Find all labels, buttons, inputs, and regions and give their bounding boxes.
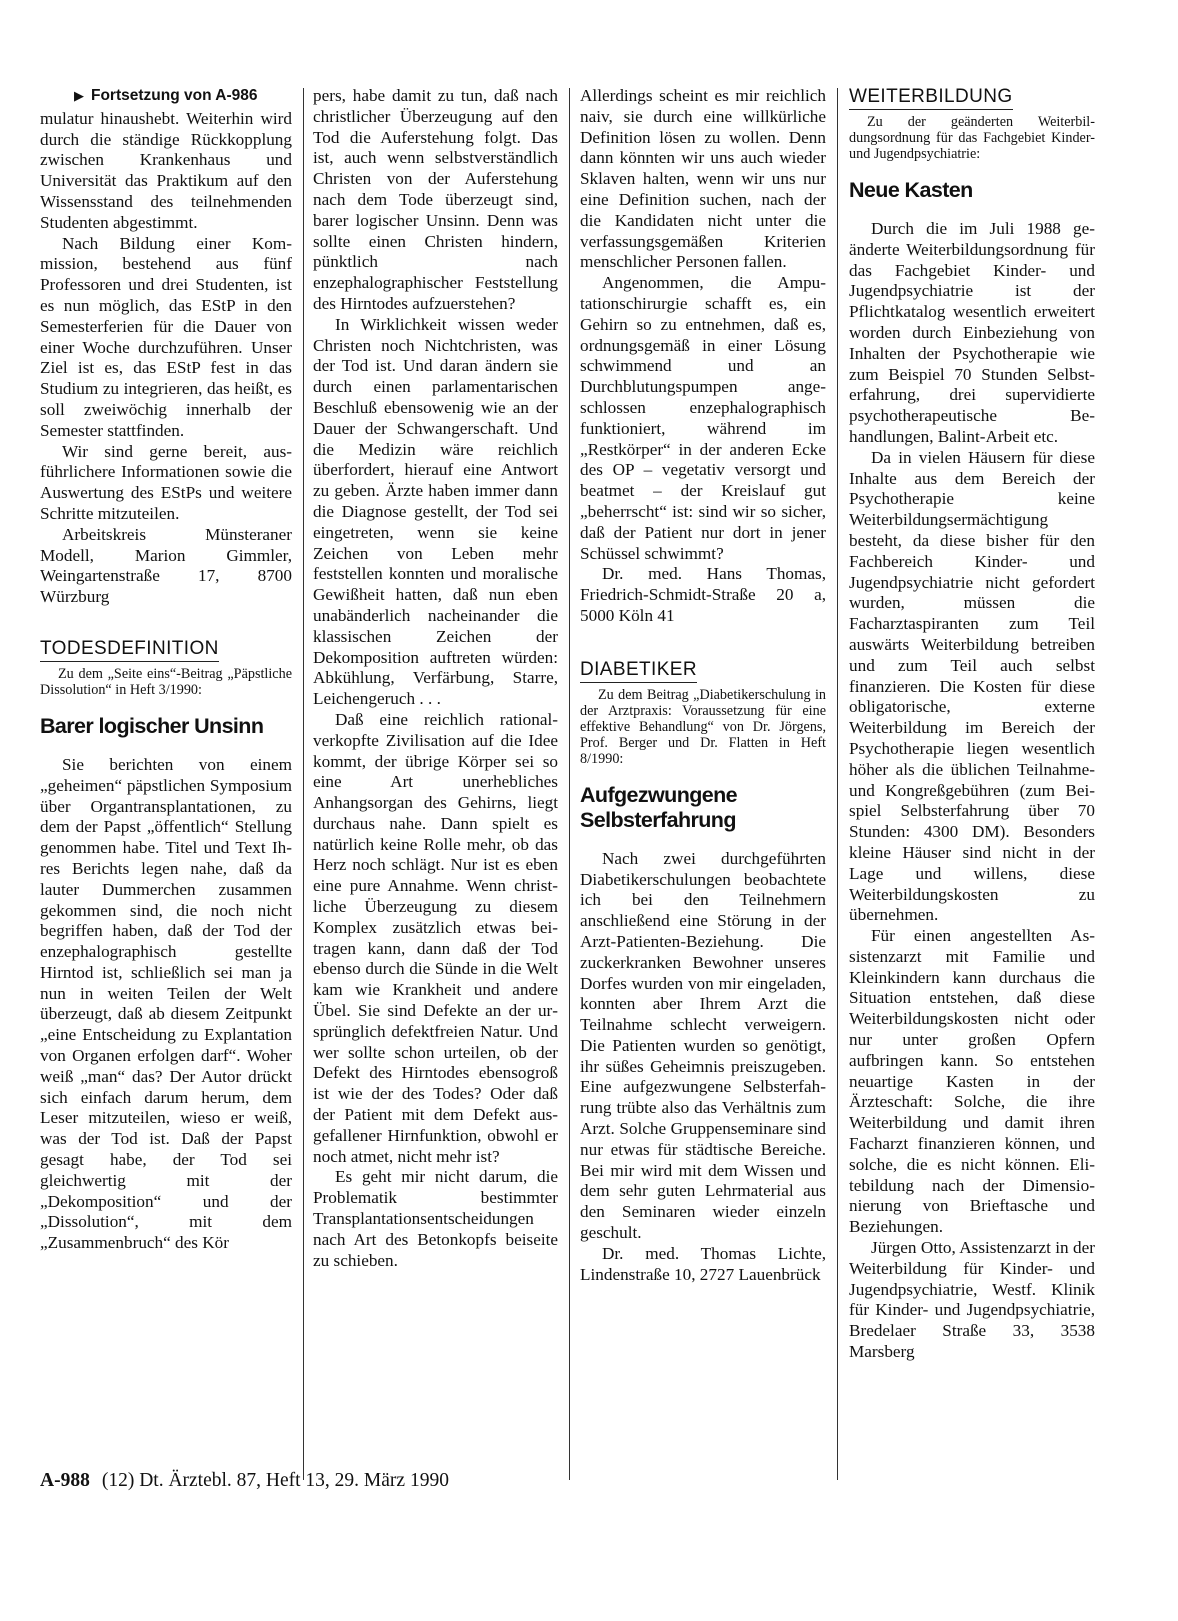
column-2	[313, 86, 558, 1271]
column-1	[40, 86, 292, 1254]
article-reference: Zu der geänderten Weiterbildungsordnung für das Fachgebiet Kinder- und Jugendpsychiatrie:	[849, 114, 1095, 162]
page-footer	[40, 1470, 449, 1492]
triangle-right-icon: ▶	[74, 88, 84, 103]
signature: Dr. med. Thomas Lichte, Lindenstraße 10, 2727 Lauenbrück	[580, 1243, 826, 1284]
section-heading: DIABETIKER	[580, 659, 697, 683]
paragraph: Wir sind gerne bereit, ausführlichere Informationen sowie die Auswertung des EStPs und weitere Schritte mitzuteilen.	[40, 441, 292, 523]
column-divider	[837, 88, 838, 1480]
article-reference: Zu dem „Seite eins“-Beitrag „Päpstliche Dissolution“ in Heft 3/1990:	[40, 665, 292, 698]
signature: Arbeitskreis Münsteraner Modell, Marion Gimmler, Weingartenstraße 17, 8700 Würzburg	[40, 524, 292, 607]
paragraph: Für einen angestellten Assistenzarzt mit Familie und Kleinkindern kann durchaus die Situation entstehen, daß diese Weiterbildungskosten nicht oder nur unter großen Opfern aufbringen kann. So entstehen neuartige Kasten in der Ärzteschaft: Solche, die ihre Weiterbildung und damit ihren Facharzt finanzieren können, und solche, die es nicht können. Elitebildung nach der Dimensionierung von Brieftasche und Beziehungen.	[849, 926, 1095, 1237]
paragraph: Da in vielen Häusern für diese Inhalte aus dem Bereich der Psychotherapie keine Weiterbildungsermächtigung besteht, da diese bisher für den Fachbereich Kinder- und Jugendpsychiatrie nicht gefordert wurden, müssen die Facharztaspiranten zum Teil auswärts Weiterbildung betreiben und zum Teil auch selbst finanzieren. Die Kosten für diese obligatorische, externe Weiterbildung im Bereich der Psychotherapie liegen wesentlich höher als die üblichen Teilnahme- und Kongreßgebühren (zum Beispiel Selbsterfahrung über 70 Stunden: 4300 DM). Besonders kleine Häuser sind nicht in der Lage und willens, diese Weiterbildungskosten zu übernehmen.	[849, 447, 1095, 925]
continuation-text: Fortsetzung von A-986	[91, 87, 258, 104]
article-headline: Barer logischer Unsinn	[40, 713, 264, 738]
column-4	[849, 86, 1095, 1363]
continuation-note	[74, 86, 292, 107]
section-heading: TODESDEFINITION	[40, 638, 219, 662]
paragraph: Daß eine reichlich rational-verkopfte Zivilisation auf die Idee kommt, der übrige Körper sei so eine Art unerhebliches Anhangsorgan des Gehirns, liegt durchaus nahe. Dann spielt es natürlich keine Rolle mehr, ob das Herz noch schlägt. Nur ist es eben eine pure Annahme. Wenn christliche Überzeugung zu diesem Komplex zusätzlich etwas beitragen kann, dann daß der Tod ebenso durch die Sünde in die Welt kam wie Krankheit und andere Übel. Sie sind Defekte an der ursprünglich defektfreien Natur. Und wer sollte schon urteilen, ob der Defekt des Hirntodes ebensogroß ist wie der des Todes? Oder daß der Patient mit dem Defekt ausgefallener Hirnfunktion, obwohl er noch atmet, nicht mehr ist?	[313, 709, 558, 1166]
paragraph: Nach zwei durchgeführten Diabetikerschulungen beobachtete ich bei den Teilnehmern anschließend eine Störung in der Arzt-Patienten-Beziehung. Die zuckerkranken Bewohner unseres Dorfes wurden von mir eingeladen, konnten aber Ihrem Arzt die Teilnahme schlecht verweigern. Die Patienten wurden so genötigt, ihr süßes Geheimnis preiszugeben. Eine aufgezwungene Selbsterfahrung trübte also das Verhältnis zum Arzt. Solche Gruppenseminare sind nur etwas für städtische Bereiche. Bei mir wird mit dem Wissen und dem sehr guten Lehrmaterial aus den Seminaren wieder einzeln geschult.	[580, 848, 826, 1243]
paragraph: Angenommen, die Amputationschirurgie schafft es, ein Gehirn so zu entnehmen, daß es, ordnungsgemäß in einer Lösung schwimmend und an Durchblutungspumpen angeschlossen enzephalographisch funktioniert, während im „Restkörper“ in der anderen Ecke des OP – vegetativ versorgt und beatmet – der Kreislauf gut „beherrscht“ ist: sind wir so sicher, daß der Patient nur dort in jener Schüssel schwimmt?	[580, 273, 826, 563]
article-reference: Zu dem Beitrag „Diabetikerschulung in der Arztpraxis: Voraussetzung für eine effektive Behandlung“ von Dr. Jörgens, Prof. Berger und Dr. Flatten in Heft 8/1990:	[580, 686, 826, 767]
column-3	[580, 86, 826, 1285]
article-headline: Aufgezwungene Selbsterfahrung	[580, 782, 738, 832]
signature: Jürgen Otto, Assistenzarzt in der Weiterbildung für Kinder- und Jugendpsychiatrie, Westf. Klinik für Kinder- und Jugendpsychiatrie, Bredelaer Straße 33, 3538 Marsberg	[849, 1238, 1095, 1362]
paragraph: pers, habe damit zu tun, daß nach christlicher Überzeugung auf den Tod die Auferstehung folgt. Das ist, auch wenn selbstverständlich Christen von der Auferstehung nach dem Tode überzeugt sind, barer logischer Unsinn. Denn was sollte einen Christen hindern, pünktlich nach enzephalographischer Feststellung des Hirntodes aufzuerstehen?	[313, 86, 558, 313]
signature: Dr. med. Hans Thomas, Friedrich-Schmidt-Straße 20 a, 5000 Köln 41	[580, 564, 826, 625]
page-number: A-988	[40, 1470, 90, 1491]
paragraph: Sie berichten von einem „geheimen“ päpstlichen Symposium über Organtransplantationen, zu dem der Papst „öffentlich“ Stellung genommen habe. Titel und Text Ihres Berichts legen nahe, daß da lauter Dummerchen zusammen gekommen sind, die noch nicht begriffen haben, daß der Tod der enzephalographisch gestellte Hirntod ist, schließlich sei man ja nun in weiten Teilen der Welt überzeugt, daß ab diesem Zeitpunkt „eine Entscheidung zu Explantation von Organen erfolgen darf“. Woher weiß „man“ das? Der Autor drückt sich einfach darum herum, dem Leser mitzuteilen, wieso er weiß, was der Tod ist. Daß der Papst gesagt habe, der Tod sei gleichwertig mit der „Dekomposition“ und der „Dissolution“, mit dem „Zusammenbruch“ des Kör	[40, 754, 292, 1253]
paragraph: Nach Bildung einer Kommission, bestehend aus fünf Professoren und drei Studenten, ist es nun möglich, das EStP in den Semesterferien für die Dauer von einer Woche durchzuführen. Unser Ziel ist es, das EStP fest in das Studium zu integrieren, das heißt, es soll zweiwöchig innerhalb der Semester stattfinden.	[40, 233, 292, 440]
column-divider	[569, 88, 570, 1480]
paragraph: Es geht mir nicht darum, die Problematik bestimmter Transplantationsentscheidungen nach Art des Betonkopfs beiseite zu schieben.	[313, 1167, 558, 1270]
paragraph: Durch die im Juli 1988 geänderte Weiterbildungsordnung für das Fachgebiet Kinder- und Jugendpsychiatrie ist der Pflichtkatalog wesentlich erweitert worden durch Einbeziehung von Inhalten der Psychotherapie wie zum Beispiel 70 Stunden Selbsterfahrung, drei supervidierte psychotherapeutische Behandlungen, Balint-Arbeit etc.	[849, 219, 1095, 446]
section-heading: WEITERBILDUNG	[849, 86, 1013, 110]
paragraph: mulatur hinaushebt. Weiterhin wird durch die ständige Rückkopplung zwischen Krankenhaus und Universität das Praktikum auf den Wissensstand des teilnehmenden Studenten abgestimmt.	[40, 108, 292, 232]
journal-citation: (12) Dt. Ärztebl. 87, Heft 13, 29. März 1990	[101, 1470, 449, 1491]
paragraph: In Wirklichkeit wissen weder Christen noch Nichtchristen, was der Tod ist. Und daran ändern sie durch einen parlamentarischen Beschluß ebensowenig wie an der Dauer der Schwangerschaft. Und die Medizin wäre reichlich überfordert, hierauf eine Antwort zu geben. Ärzte haben immer dann die Diagnose gestellt, der Tod sei eingetreten, wenn sie keine Zeichen von Leben mehr feststellen konnten und moralische Gewißheit hatten, daß nun eben unabänderlich nacheinander die klassischen Zeichen der Dekomposition auftreten würden: Abkühlung, Verfärbung, Starre, Leichengeruch . . .	[313, 314, 558, 709]
column-divider	[303, 88, 304, 1480]
article-headline: Neue Kasten	[849, 178, 973, 202]
paragraph: Allerdings scheint es mir reichlich naiv, sie durch eine willkürliche Definition lösen zu wollen. Denn dann könnten wir uns auch wieder Sklaven halten, wenn wir uns nur eine Definition suchen, nach der die Kandidaten nicht unter die verfassungsgemäßen Kriterien menschlicher Personen fallen.	[580, 86, 826, 272]
